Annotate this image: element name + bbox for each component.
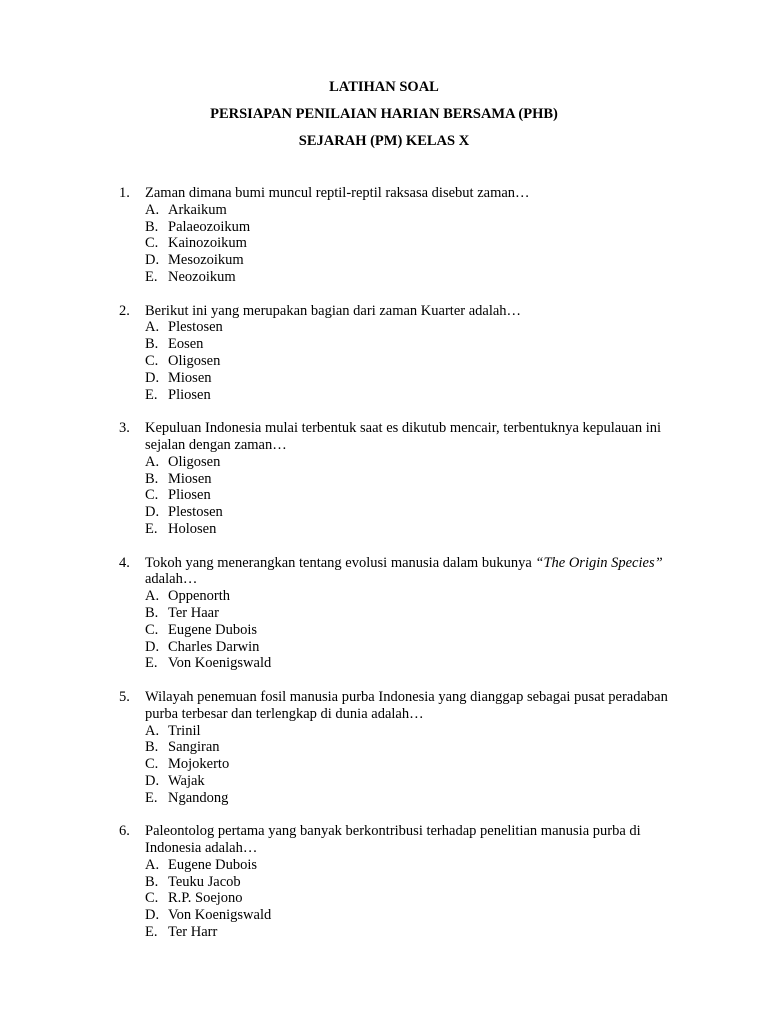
answer-option (145, 353, 689, 370)
option-text: Eosen (168, 336, 204, 353)
question-1 (119, 185, 689, 286)
answer-option (145, 639, 689, 656)
option-letter: B. (145, 336, 159, 353)
option-letter: C. (145, 890, 159, 907)
answer-option (145, 739, 689, 756)
option-letter: A. (145, 319, 160, 336)
answer-option (145, 890, 689, 907)
option-letter: B. (145, 739, 159, 756)
question-number: 1. (119, 185, 130, 201)
answer-option (145, 924, 689, 941)
question-3 (119, 420, 689, 538)
question-text: Kepuluan Indonesia mulai terbentuk saat es dikutub mencair, terbentuknya kepulauan ini sejalan dengan zaman… (145, 420, 662, 453)
option-text: Oligosen (168, 352, 221, 369)
option-letter: A. (145, 453, 160, 470)
option-text: Palaeozoikum (168, 218, 251, 235)
option-letter: D. (145, 504, 160, 521)
option-letter: D. (145, 369, 160, 386)
option-text: Trinil (168, 722, 201, 739)
option-text: Neozoikum (168, 268, 236, 285)
answer-option (145, 235, 689, 252)
answer-option (145, 521, 689, 538)
answer-option (145, 269, 689, 286)
question-6 (119, 823, 689, 941)
option-letter: C. (145, 756, 159, 773)
question-text: Wilayah penemuan fosil manusia purba Indonesia yang dianggap sebagai pusat peradaban purba terbesar dan terlengkap di dunia adalah… (145, 688, 668, 722)
answer-option (145, 252, 689, 269)
question-text: Tokoh yang menerangkan tentang evolusi manusia dalam bukunya “The Origin Species” adalah… (145, 554, 663, 588)
option-text: Miosen (168, 470, 212, 487)
option-text: Charles Darwin (168, 638, 260, 655)
option-text: Pliosen (168, 487, 211, 504)
option-text: Von Koenigswald (168, 655, 272, 672)
question-number: 2. (119, 302, 130, 319)
option-letter: B. (145, 218, 159, 235)
option-letter: E. (145, 655, 158, 672)
option-text: Sangiran (168, 739, 220, 756)
document-subject: SEJARAH (PM) KELAS X (298, 133, 470, 149)
answer-options (145, 588, 689, 672)
option-letter: B. (145, 470, 159, 487)
option-letter: C. (145, 352, 159, 369)
option-letter: C. (145, 235, 159, 252)
answer-option (145, 857, 689, 874)
answer-option (145, 219, 689, 236)
option-text: Oligosen (168, 453, 221, 470)
question-number: 4. (119, 554, 130, 571)
option-text: Plestosen (168, 504, 223, 521)
option-letter: D. (145, 772, 160, 789)
answer-option (145, 336, 689, 353)
answer-options (145, 454, 689, 538)
document-subtitle: PERSIAPAN PENILAIAN HARIAN BERSAMA (PHB) (210, 106, 558, 122)
answer-option (145, 773, 689, 790)
answer-options (145, 202, 689, 286)
option-letter: D. (145, 907, 160, 924)
answer-option (145, 723, 689, 740)
answer-option (145, 471, 689, 488)
option-text: Ter Haar (168, 604, 219, 621)
question-4 (119, 555, 689, 673)
option-text: Eugene Dubois (168, 856, 257, 873)
option-text: Von Koenigswald (168, 907, 272, 924)
question-text: Zaman dimana bumi muncul reptil-reptil raksasa disebut zaman… (145, 185, 530, 201)
answer-options (145, 857, 689, 941)
question-number: 6. (119, 823, 130, 840)
option-letter: C. (145, 621, 159, 638)
option-letter: E. (145, 268, 158, 285)
question-2 (119, 303, 689, 404)
answer-options (145, 319, 689, 403)
answer-option (145, 605, 689, 622)
answer-option (145, 907, 689, 924)
answer-option (145, 454, 689, 471)
answer-option (145, 655, 689, 672)
answer-option (145, 319, 689, 336)
option-text: Oppenorth (168, 588, 231, 605)
option-text: Mojokerto (168, 756, 230, 773)
option-letter: A. (145, 856, 160, 873)
option-text: Wajak (168, 772, 205, 789)
option-text: R.P. Soejono (168, 890, 243, 907)
answer-option (145, 790, 689, 807)
answer-option (145, 387, 689, 404)
question-number: 5. (119, 688, 130, 705)
option-text: Pliosen (168, 386, 211, 403)
question-text: Berikut ini yang merupakan bagian dari zaman Kuarter adalah… (145, 302, 522, 319)
option-letter: E. (145, 789, 158, 806)
option-letter: A. (145, 201, 160, 218)
answer-option (145, 588, 689, 605)
option-letter: C. (145, 487, 159, 504)
answer-option (145, 487, 689, 504)
answer-option (145, 370, 689, 387)
option-text: Teuku Jacob (168, 873, 241, 890)
option-letter: E. (145, 520, 158, 537)
option-text: Mesozoikum (168, 252, 244, 269)
option-letter: B. (145, 873, 159, 890)
option-letter: E. (145, 386, 158, 403)
document-title: LATIHAN SOAL (329, 79, 439, 95)
question-5 (119, 689, 689, 807)
option-text: Arkaikum (168, 201, 227, 218)
option-letter: B. (145, 604, 159, 621)
question-number: 3. (119, 420, 130, 437)
option-letter: A. (145, 588, 160, 605)
answer-options (145, 723, 689, 807)
answer-option (145, 756, 689, 773)
option-text: Kainozoikum (168, 235, 247, 252)
option-text: Plestosen (168, 319, 223, 336)
option-letter: A. (145, 722, 160, 739)
option-letter: D. (145, 252, 160, 269)
option-letter: D. (145, 638, 160, 655)
option-text: Eugene Dubois (168, 621, 257, 638)
question-list (119, 185, 689, 958)
answer-option (145, 504, 689, 521)
option-text: Holosen (168, 520, 217, 537)
answer-option (145, 874, 689, 891)
option-text: Ngandong (168, 789, 229, 806)
option-text: Ter Harr (168, 924, 218, 941)
question-text: Paleontolog pertama yang banyak berkontribusi terhadap penelitian manusia purba di Indonesia adalah… (145, 823, 641, 857)
option-text: Miosen (168, 369, 212, 386)
option-letter: E. (145, 924, 158, 941)
answer-option (145, 202, 689, 219)
answer-option (145, 622, 689, 639)
